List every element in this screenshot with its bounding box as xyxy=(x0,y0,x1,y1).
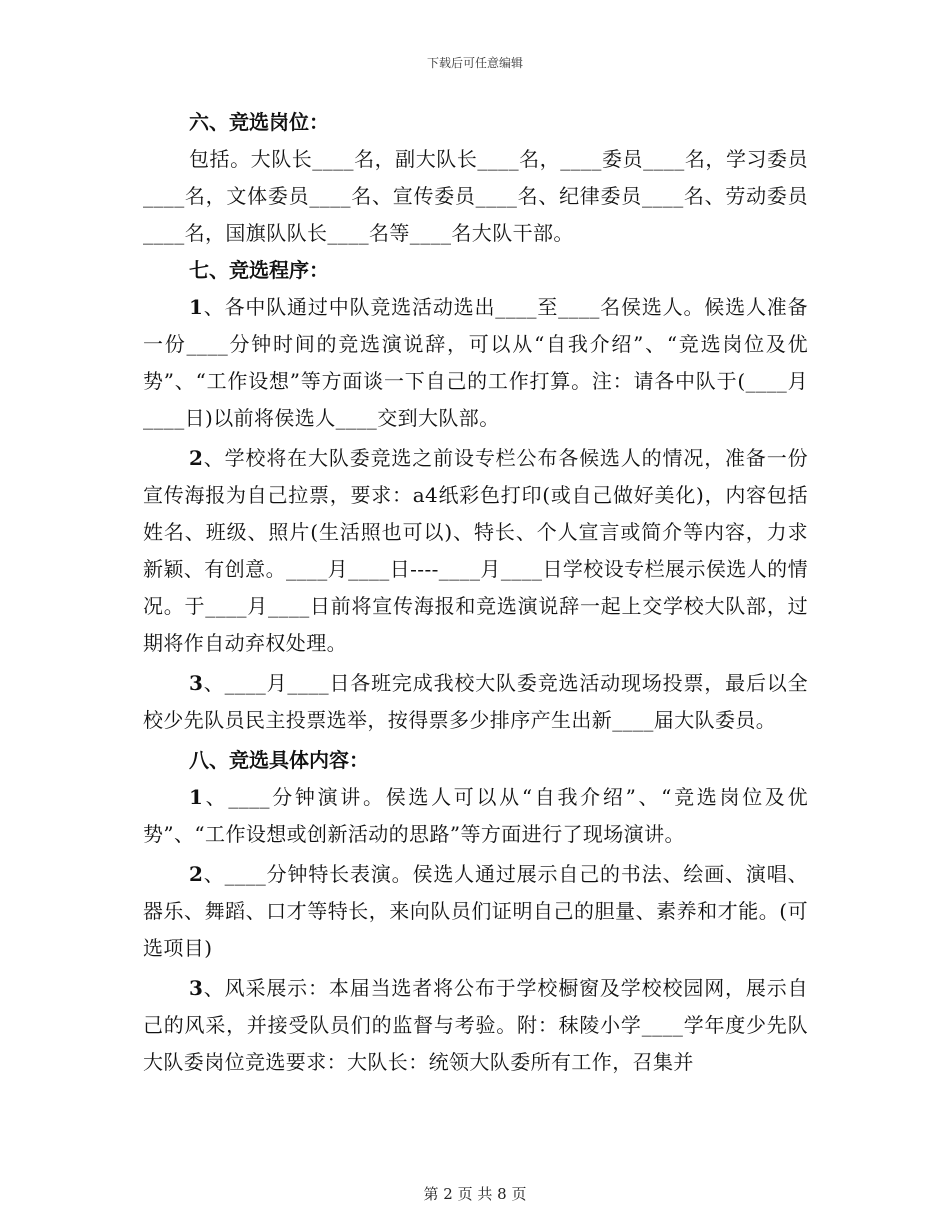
item-number: 2 xyxy=(189,862,204,886)
item-text: 、风采展示：本届当选者将公布于学校橱窗及学校校园网，展示自己的风采，并接受队员们的监督与考验。附：秣陵小学____学年度少先队大队委岗位竞选要求：大队长：统领大队委所有工作，召集并 xyxy=(143,976,808,1074)
section-7-item-2 xyxy=(143,440,808,662)
section-7-heading: 七、竞选程序： xyxy=(189,258,329,282)
item-number: 3 xyxy=(189,671,204,695)
header-note: 下载后可任意编辑 xyxy=(426,56,523,70)
section-6-paragraph: 包括。大队长____名，副大队长____名，____委员____名，学习委员____名，文体委员____名、宣传委员____名、纪律委员____名、劳动委员____名，国旗队队长____名等____名大队干部。 xyxy=(143,147,808,245)
document-body xyxy=(143,104,808,1081)
item-number: 1 xyxy=(189,295,204,319)
section-8-item-1 xyxy=(143,779,808,853)
section-6-heading: 六、竞选岗位： xyxy=(189,110,329,134)
item-text: 、学校将在大队委竞选之前设专栏公布各候选人的情况，准备一份宣传海报为自己拉票，要求：a4纸彩色打印(或自己做好美化)，内容包括姓名、班级、照片(生活照也可以)、特长、个人宣言或简介等内容，力求新颖、有创意。____月____日----____月____日学校设专栏展示侯选人的情况。于____月____日前将宣传海报和竞选演说辞一起上交学校大队部，过期将作自动弃权处理。 xyxy=(143,446,808,655)
item-number: 2 xyxy=(189,446,204,470)
page-number: 第 2 页 共 8 页 xyxy=(423,1185,527,1203)
section-8-heading: 八、竞选具体内容： xyxy=(189,748,369,772)
section-8-item-2 xyxy=(143,856,808,967)
item-number: 3 xyxy=(189,976,204,1000)
section-8-item-3 xyxy=(143,970,808,1081)
item-text: 、各中队通过中队竞选活动选出____至____名侯选人。候选人准备一份____分钟时间的竞选演说辞，可以从“自我介绍”、“竞选岗位及优势”、“工作设想”等方面谈一下自己的工作打算。注：请各中队于(____月____日)以前将侯选人____交到大队部。 xyxy=(143,295,808,430)
section-7-item-3 xyxy=(143,665,808,739)
item-text: 、____分钟演讲。侯选人可以从“自我介绍”、“竞选岗位及优势”、“工作设想或创新活动的思路”等方面进行了现场演讲。 xyxy=(143,785,808,846)
item-number: 1 xyxy=(189,785,204,809)
item-text: 、____月____日各班完成我校大队委竞选活动现场投票，最后以全校少先队员民主投票选举，按得票多少排序产生出新____届大队委员。 xyxy=(143,671,808,732)
item-text: 、____分钟特长表演。侯选人通过展示自己的书法、绘画、演唱、器乐、舞蹈、口才等特长，来向队员们证明自己的胆量、素养和才能。(可选项目) xyxy=(143,862,808,960)
section-7-item-1 xyxy=(143,289,808,437)
